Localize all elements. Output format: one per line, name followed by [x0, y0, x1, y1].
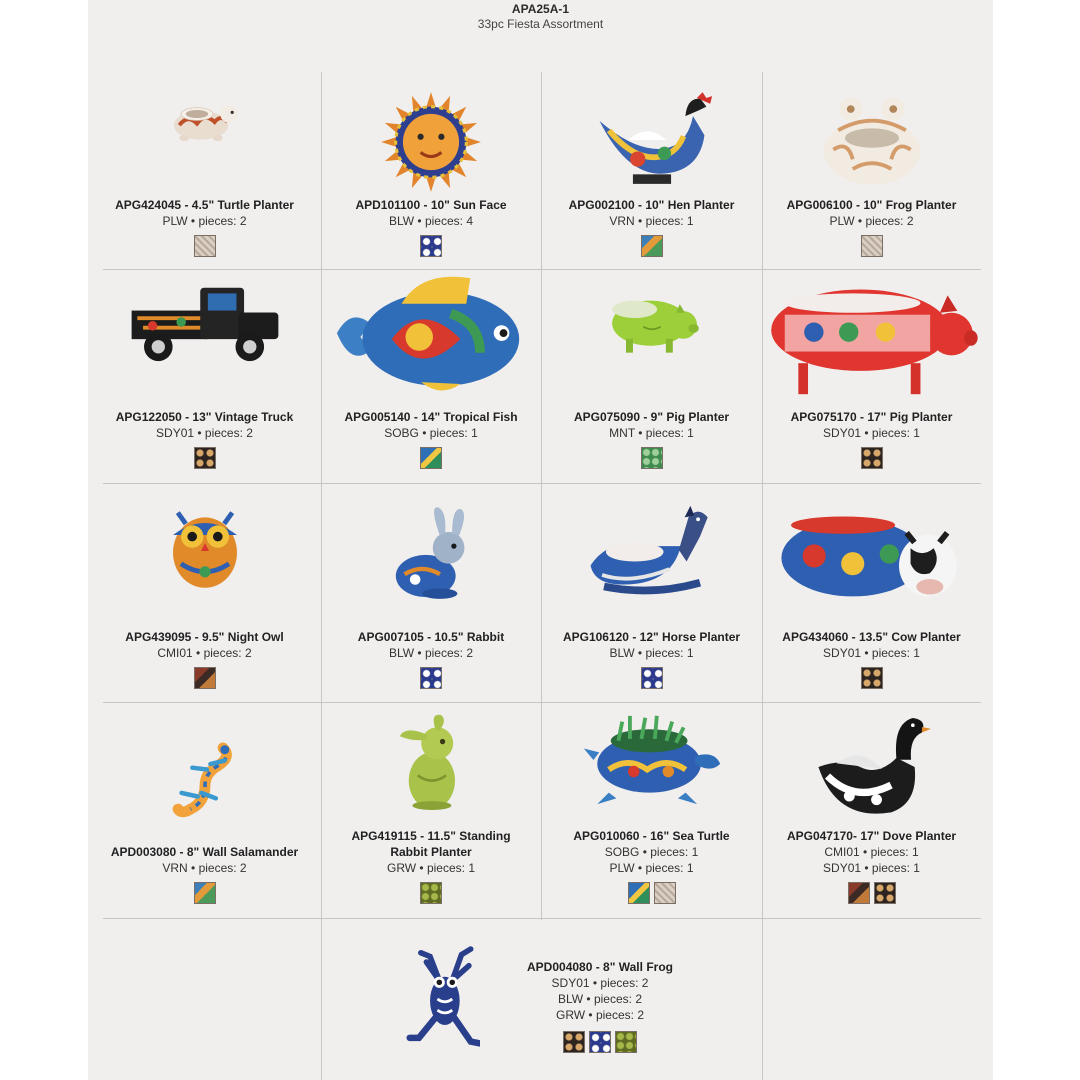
- product-card: [321, 72, 541, 269]
- finish-swatch-grw: [615, 1031, 637, 1053]
- finish-pieces: BLW • pieces: 1: [609, 646, 694, 660]
- finish-pieces: BLW • pieces: 2: [557, 992, 642, 1006]
- turtle-planter-icon: [165, 90, 245, 151]
- finish-swatch-cmi01: [848, 882, 870, 904]
- product-card: [762, 72, 981, 269]
- product-name: APG439095 - 9.5" Night Owl: [125, 630, 284, 644]
- horse-planter-icon: [584, 502, 720, 603]
- finish-swatch-plw: [654, 882, 676, 904]
- finish-pieces: SDY01 • pieces: 1: [823, 426, 920, 440]
- finish-swatches: [88, 235, 321, 257]
- sun-face-icon: [379, 90, 483, 199]
- product-card: [88, 483, 321, 702]
- finish-swatches: [762, 667, 981, 689]
- finish-pieces: MNT • pieces: 1: [609, 426, 694, 440]
- finish-swatch-sdy01: [861, 667, 883, 689]
- product-name: APG007105 - 10.5" Rabbit: [357, 630, 505, 644]
- product-card: [541, 483, 762, 702]
- finish-swatch-sdy01: [861, 447, 883, 469]
- product-card: [88, 72, 321, 269]
- finish-swatch-sobg: [420, 447, 442, 469]
- finish-pieces: SDY01 • pieces: 1: [823, 861, 920, 875]
- frog-planter-icon: [814, 90, 930, 195]
- finish-swatch-blw: [641, 667, 663, 689]
- finish-pieces: SOBG • pieces: 1: [604, 845, 699, 859]
- product-finishes: [541, 645, 762, 661]
- product-name: APG075090 - 9" Pig Planter: [573, 410, 730, 424]
- finish-pieces: VRN • pieces: 1: [609, 214, 694, 228]
- product-finishes: [88, 860, 321, 876]
- product-name: APG075170 - 17" Pig Planter: [790, 410, 953, 424]
- finish-swatches: [321, 667, 541, 689]
- product-finishes: [762, 645, 981, 661]
- finish-pieces: BLW • pieces: 2: [388, 646, 473, 660]
- finish-swatches: [88, 882, 321, 904]
- finish-swatch-vrn: [641, 235, 663, 257]
- product-finishes: [88, 645, 321, 661]
- product-finishes: [502, 975, 698, 1023]
- finish-swatches: [502, 1031, 698, 1053]
- product-finishes: [88, 213, 321, 229]
- product-finishes: [541, 425, 762, 441]
- tropical-fish-icon: [333, 274, 529, 407]
- product-finishes: [541, 213, 762, 229]
- product-name: APG005140 - 14" Tropical Fish: [344, 410, 518, 424]
- finish-swatch-mnt: [641, 447, 663, 469]
- finish-swatch-vrn: [194, 882, 216, 904]
- finish-pieces: PLW • pieces: 2: [162, 214, 247, 228]
- finish-pieces: BLW • pieces: 4: [388, 214, 473, 228]
- finish-pieces: PLW • pieces: 1: [609, 861, 694, 875]
- product-name: APG002100 - 10" Hen Planter: [568, 198, 735, 212]
- finish-swatches: [762, 235, 981, 257]
- product-name: APD003080 - 8" Wall Salamander: [110, 845, 299, 859]
- product-name: APG047170- 17" Dove Planter: [786, 829, 957, 843]
- finish-swatch-cmi01: [194, 667, 216, 689]
- product-name: APD004080 - 8" Wall Frog: [527, 960, 673, 974]
- finish-pieces: VRN • pieces: 2: [162, 861, 247, 875]
- assortment-code: APA25A-1: [511, 2, 570, 16]
- finish-swatch-plw: [861, 235, 883, 257]
- finish-pieces: SDY01 • pieces: 2: [156, 426, 253, 440]
- product-name: APG010060 - 16" Sea Turtle: [573, 829, 730, 843]
- hen-planter-icon: [590, 90, 714, 195]
- product-finishes: [321, 213, 541, 229]
- product-finishes: [762, 425, 981, 441]
- finish-swatch-sdy01: [194, 447, 216, 469]
- finish-swatches: [541, 667, 762, 689]
- catalog-header: [88, 0, 993, 32]
- product-card: [321, 483, 541, 702]
- product-card: [322, 919, 762, 1080]
- finish-swatches: [541, 235, 762, 257]
- finish-pieces: SOBG • pieces: 1: [384, 426, 478, 440]
- finish-swatch-blw: [420, 235, 442, 257]
- wall-salamander-icon: [169, 742, 241, 829]
- product-name: APG006100 - 10" Frog Planter: [786, 198, 957, 212]
- finish-swatch-sdy01: [874, 882, 896, 904]
- finish-swatches: [762, 882, 981, 904]
- sea-turtle-icon: [580, 712, 724, 813]
- product-card: [541, 702, 762, 918]
- vintage-truck-icon: [124, 274, 286, 375]
- product-card: [321, 269, 541, 483]
- finish-swatches: [541, 447, 762, 469]
- wall-frog-icon: [406, 943, 480, 1060]
- pig-planter-small-icon: [600, 274, 704, 367]
- product-finishes: [762, 844, 981, 876]
- product-finishes: [321, 425, 541, 441]
- finish-swatch-blw: [589, 1031, 611, 1053]
- finish-swatch-sobg: [628, 882, 650, 904]
- finish-pieces: GRW • pieces: 1: [386, 861, 475, 875]
- finish-swatch-sdy01: [563, 1031, 585, 1053]
- product-card: [541, 72, 762, 269]
- finish-swatches: [321, 447, 541, 469]
- finish-swatches: [321, 882, 541, 904]
- cow-planter-icon: [774, 502, 970, 613]
- product-name: APG424045 - 4.5" Turtle Planter: [115, 198, 294, 212]
- product-name: APG419115 - 11.5" Standing Rabbit Planter: [351, 829, 511, 859]
- finish-pieces: SDY01 • pieces: 2: [551, 976, 649, 990]
- product-card: [762, 483, 981, 702]
- finish-swatches: [88, 447, 321, 469]
- finish-swatches: [321, 235, 541, 257]
- product-card: [541, 269, 762, 483]
- night-owl-icon: [165, 502, 245, 597]
- product-name: APG434060 - 13.5" Cow Planter: [782, 630, 961, 644]
- finish-swatches: [541, 882, 762, 904]
- finish-swatch-blw: [420, 667, 442, 689]
- product-finishes: [762, 213, 981, 229]
- product-finishes: [88, 425, 321, 441]
- finish-pieces: PLW • pieces: 2: [829, 214, 914, 228]
- finish-pieces: SDY01 • pieces: 1: [823, 646, 920, 660]
- product-card: [88, 702, 321, 918]
- finish-pieces: GRW • pieces: 2: [555, 1008, 644, 1022]
- product-card: [321, 702, 541, 918]
- dove-planter-icon: [813, 712, 931, 827]
- finish-swatches: [762, 447, 981, 469]
- finish-pieces: CMI01 • pieces: 1: [824, 845, 919, 859]
- pig-planter-large-icon: [765, 274, 979, 405]
- product-finishes: [321, 860, 541, 876]
- product-card: [762, 702, 981, 918]
- product-name: APG106120 - 12" Horse Planter: [562, 630, 741, 644]
- standing-rabbit-icon: [391, 712, 471, 817]
- product-name: APD101100 - 10" Sun Face: [355, 198, 507, 212]
- finish-swatch-grw: [420, 882, 442, 904]
- finish-swatches: [88, 667, 321, 689]
- product-name: APG122050 - 13" Vintage Truck: [115, 410, 294, 424]
- finish-pieces: CMI01 • pieces: 2: [157, 646, 252, 660]
- finish-swatch-plw: [194, 235, 216, 257]
- product-finishes: [541, 844, 762, 876]
- product-card: [88, 269, 321, 483]
- assortment-subtitle: 33pc Fiesta Assortment: [477, 17, 604, 31]
- product-finishes: [321, 645, 541, 661]
- rabbit-icon: [387, 502, 475, 611]
- grid-divider-vertical: [762, 918, 763, 1080]
- product-card: [762, 269, 981, 483]
